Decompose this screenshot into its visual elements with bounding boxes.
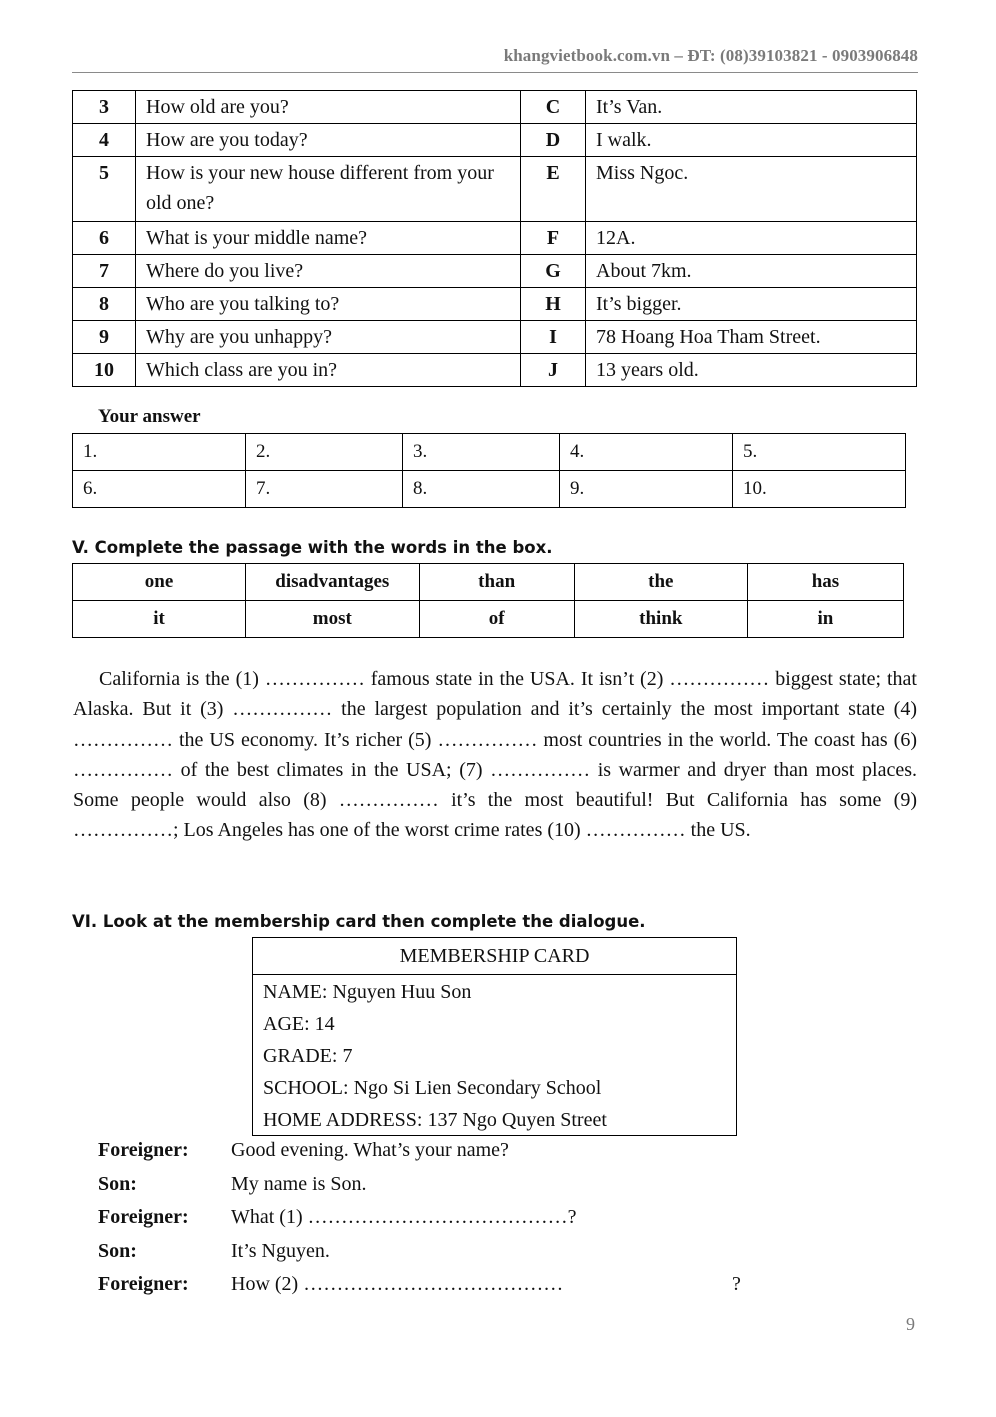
question-number: 9 bbox=[73, 321, 136, 354]
card-field: NAME: Nguyen Huu Son bbox=[263, 981, 472, 1003]
question-text: What is your middle name? bbox=[136, 222, 521, 255]
dialogue-question-mark: ? bbox=[732, 1273, 741, 1296]
question-number: 10 bbox=[73, 354, 136, 387]
speaker-label: Foreigner: bbox=[98, 1206, 189, 1229]
question-text: Where do you live? bbox=[136, 255, 521, 288]
question-number: 7 bbox=[73, 255, 136, 288]
question-number: 4 bbox=[73, 124, 136, 157]
word-cell: most bbox=[246, 601, 420, 638]
matching-row bbox=[73, 354, 917, 387]
question-text: How is your new house different from your old one? bbox=[136, 157, 521, 222]
answer-letter: E bbox=[521, 157, 586, 222]
card-title: MEMBERSHIP CARD bbox=[253, 938, 737, 975]
answer-row bbox=[73, 471, 906, 508]
dialogue-text: It’s Nguyen. bbox=[231, 1239, 330, 1262]
card-field: SCHOOL: Ngo Si Lien Secondary School bbox=[263, 1077, 602, 1099]
matching-table bbox=[72, 90, 917, 387]
speaker-label: Foreigner: bbox=[98, 1139, 189, 1161]
answer-grid bbox=[72, 433, 906, 508]
matching-row bbox=[73, 91, 917, 124]
word-cell: than bbox=[419, 564, 574, 601]
answer-cell[interactable]: 3. bbox=[402, 434, 559, 471]
membership-card bbox=[252, 937, 737, 1136]
question-number: 6 bbox=[73, 222, 136, 255]
answer-cell[interactable]: 1. bbox=[73, 434, 246, 471]
dialogue bbox=[98, 1135, 798, 1303]
speaker-label: Son: bbox=[98, 1172, 137, 1195]
dialogue-line bbox=[98, 1236, 798, 1270]
dialogue-text: My name is Son. bbox=[231, 1172, 367, 1195]
question-number: 5 bbox=[73, 157, 136, 222]
page-number: 9 bbox=[906, 1314, 915, 1334]
word-cell: the bbox=[574, 564, 747, 601]
answer-row bbox=[73, 434, 906, 471]
answer-text: It’s Van. bbox=[586, 91, 917, 124]
answer-cell[interactable]: 10. bbox=[732, 471, 905, 508]
card-field: HOME ADDRESS: 137 Ngo Quyen Street bbox=[263, 1109, 607, 1131]
answer-cell[interactable]: 4. bbox=[560, 434, 733, 471]
speaker-label: Son: bbox=[98, 1239, 137, 1262]
answer-text: Miss Ngoc. bbox=[586, 157, 917, 222]
answer-letter: H bbox=[521, 288, 586, 321]
question-text: Which class are you in? bbox=[136, 354, 521, 387]
answer-letter: I bbox=[521, 321, 586, 354]
answer-cell[interactable]: 9. bbox=[560, 471, 733, 508]
matching-row bbox=[73, 255, 917, 288]
section-6-title: VI. Look at the membership card then complete the dialogue. bbox=[72, 912, 646, 931]
question-text: Who are you talking to? bbox=[136, 288, 521, 321]
question-number: 8 bbox=[73, 288, 136, 321]
matching-row bbox=[73, 321, 917, 354]
dialogue-line bbox=[98, 1135, 798, 1169]
word-row bbox=[73, 564, 904, 601]
card-details bbox=[253, 975, 737, 1136]
word-cell: one bbox=[73, 564, 246, 601]
question-text: How are you today? bbox=[136, 124, 521, 157]
answer-text: It’s bigger. bbox=[586, 288, 917, 321]
answer-letter: D bbox=[521, 124, 586, 157]
your-answer-label: Your answer bbox=[98, 406, 201, 427]
speaker-label: Foreigner: bbox=[98, 1273, 189, 1296]
answer-letter: G bbox=[521, 255, 586, 288]
answer-cell[interactable]: 6. bbox=[73, 471, 246, 508]
word-cell: disadvantages bbox=[246, 564, 420, 601]
word-cell: it bbox=[73, 601, 246, 638]
question-number: 3 bbox=[73, 91, 136, 124]
matching-row bbox=[73, 222, 917, 255]
matching-row bbox=[73, 157, 917, 222]
header-text: khangvietbook.com.vn – ĐT: (08)39103821 - 0903906848 bbox=[503, 46, 918, 65]
answer-text: 78 Hoang Hoa Tham Street. bbox=[586, 321, 917, 354]
answer-cell[interactable]: 7. bbox=[245, 471, 402, 508]
word-cell: of bbox=[419, 601, 574, 638]
card-field: AGE: 14 bbox=[263, 1013, 335, 1035]
section-5-title: V. Complete the passage with the words in the box. bbox=[72, 538, 553, 557]
dialogue-text: How (2) ………………………………… bbox=[231, 1273, 564, 1296]
answer-cell[interactable]: 2. bbox=[245, 434, 402, 471]
matching-row bbox=[73, 288, 917, 321]
dialogue-line bbox=[98, 1202, 798, 1236]
answer-text: About 7km. bbox=[586, 255, 917, 288]
word-box bbox=[72, 563, 904, 638]
word-cell: think bbox=[574, 601, 747, 638]
dialogue-text: What (1) …………………………………? bbox=[231, 1206, 577, 1229]
passage-text: California is the (1) …………… famous state in the USA. It isn’t (2) …………… biggest state; that Alaska. But it (3) …………… the largest population and it’s certainly the most important state (4) …………… the US economy. It’s richer (5) …………… most countries in the world. The coast has (6) …………… of the best climates in the USA; (7) …………… is warmer and dryer than most places. Some people would also (8) …………… it’s the most beautiful! But California has some (9) ……………; Los Angeles has one of the worst crime rates (10) …………… the US. bbox=[73, 668, 917, 842]
question-text: Why are you unhappy? bbox=[136, 321, 521, 354]
dialogue-text: Good evening. What’s your name? bbox=[231, 1139, 509, 1161]
card-field: GRADE: 7 bbox=[263, 1045, 353, 1067]
answer-text: 12A. bbox=[586, 222, 917, 255]
dialogue-line bbox=[98, 1169, 798, 1203]
word-row bbox=[73, 601, 904, 638]
answer-letter: J bbox=[521, 354, 586, 387]
answer-cell[interactable]: 8. bbox=[402, 471, 559, 508]
question-text: How old are you? bbox=[136, 91, 521, 124]
answer-text: 13 years old. bbox=[586, 354, 917, 387]
page-header bbox=[72, 46, 918, 73]
word-cell: has bbox=[747, 564, 903, 601]
answer-letter: C bbox=[521, 91, 586, 124]
answer-text: I walk. bbox=[586, 124, 917, 157]
matching-row bbox=[73, 124, 917, 157]
answer-letter: F bbox=[521, 222, 586, 255]
dialogue-line bbox=[98, 1269, 798, 1303]
answer-cell[interactable]: 5. bbox=[732, 434, 905, 471]
word-cell: in bbox=[747, 601, 903, 638]
